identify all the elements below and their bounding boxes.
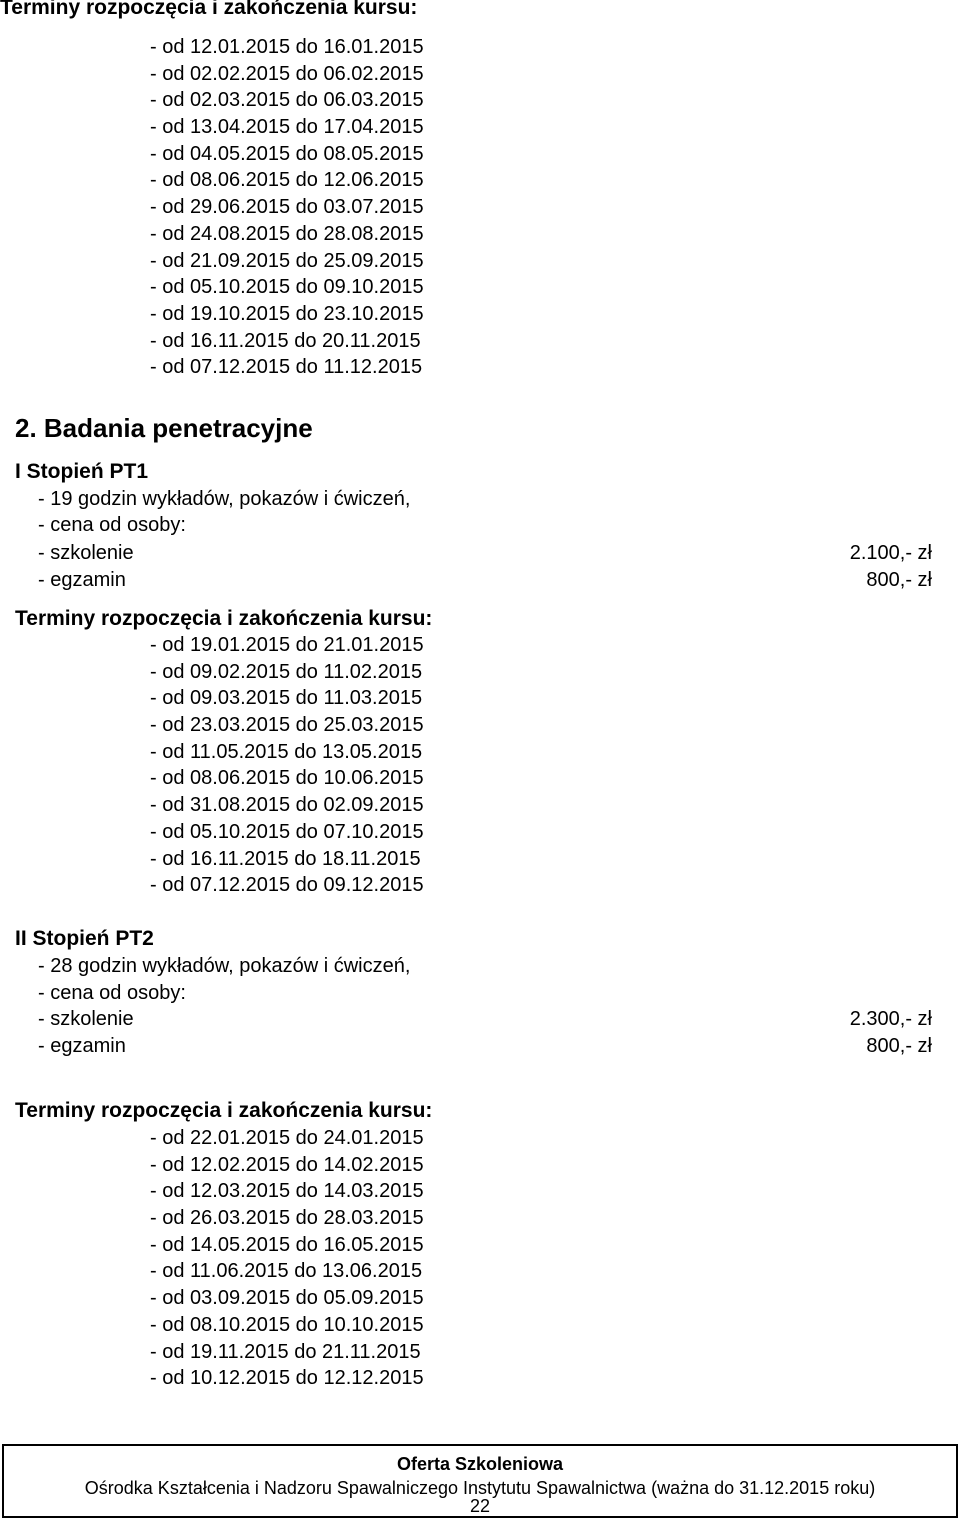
date-range-item: - od 13.04.2015 do 17.04.2015: [150, 116, 424, 139]
date-range-item: - od 12.03.2015 do 14.03.2015: [150, 1180, 424, 1203]
section-title: 2. Badania penetracyjne: [15, 413, 313, 443]
date-range-item: - od 29.06.2015 do 03.07.2015: [150, 196, 424, 219]
date-list-top: [150, 34, 424, 381]
date-range-item: - od 04.05.2015 do 08.05.2015: [150, 142, 424, 165]
date-range-item: - od 08.10.2015 do 10.10.2015: [150, 1313, 424, 1336]
date-range-item: - od 21.09.2015 do 25.09.2015: [150, 249, 424, 272]
date-range-item: - od 09.02.2015 do 11.02.2015: [150, 660, 423, 683]
date-range-item: - od 31.08.2015 do 02.09.2015: [150, 794, 424, 817]
date-range-item: - od 09.03.2015 do 11.03.2015: [150, 687, 423, 710]
page-footer: [2, 1444, 958, 1518]
date-range-item: - od 02.03.2015 do 06.03.2015: [150, 89, 424, 112]
date-range-item: - od 19.01.2015 do 21.01.2015: [150, 634, 424, 656]
date-range-item: - od 02.02.2015 do 06.02.2015: [150, 62, 424, 85]
date-range-item: - od 26.03.2015 do 28.03.2015: [150, 1207, 424, 1230]
pt1-title: I Stopień PT1: [15, 460, 149, 483]
pt2-exam-price: 800,- zł: [866, 1035, 932, 1057]
date-range-item: - od 07.12.2015 do 11.12.2015: [150, 356, 423, 379]
pt1-training-price: 2.100,- zł: [849, 542, 932, 564]
date-range-item: - od 11.06.2015 do 13.06.2015: [150, 1260, 423, 1283]
date-range-item: - od 22.01.2015 do 24.01.2015: [150, 1127, 424, 1149]
pt2-hours: - 28 godzin wykładów, pokazów i ćwiczeń,: [38, 955, 411, 977]
pt1-terms-heading: Terminy rozpoczęcia i zakończenia kursu:: [15, 607, 433, 630]
date-range-item: - od 19.11.2015 do 21.11.2015: [150, 1340, 421, 1363]
date-range-item: - od 12.01.2015 do 16.01.2015: [150, 36, 424, 58]
pt2-training-label: - szkolenie: [38, 1008, 134, 1030]
date-range-item: - od 03.09.2015 do 05.09.2015: [150, 1287, 424, 1310]
pt1-exam-label: - egzamin: [38, 569, 126, 591]
date-range-item: - od 05.10.2015 do 07.10.2015: [150, 820, 424, 843]
date-range-item: - od 07.12.2015 do 09.12.2015: [150, 874, 424, 897]
pt2-price-label: - cena od osoby:: [38, 982, 186, 1004]
date-range-item: - od 08.06.2015 do 10.06.2015: [150, 767, 424, 790]
date-range-item: - od 11.05.2015 do 13.05.2015: [150, 740, 423, 763]
footer-title: Oferta Szkoleniowa: [396, 1454, 564, 1474]
pt1-training-label: - szkolenie: [38, 542, 134, 564]
date-range-item: - od 12.02.2015 do 14.02.2015: [150, 1153, 424, 1176]
pt1-price-label: - cena od osoby:: [38, 514, 186, 536]
date-range-item: - od 24.08.2015 do 28.08.2015: [150, 222, 424, 245]
date-range-item: - od 19.10.2015 do 23.10.2015: [150, 302, 424, 325]
footer-description: Ośrodka Kształcenia i Nadzoru Spawalniczego Instytutu Spawalnictwa (ważna do 31.12.2015 roku): [84, 1478, 876, 1498]
pt1-exam-price: 800,- zł: [866, 569, 932, 591]
pt2-terms-heading: Terminy rozpoczęcia i zakończenia kursu:: [15, 1099, 433, 1122]
date-range-item: - od 08.06.2015 do 12.06.2015: [150, 169, 424, 192]
date-range-item: - od 16.11.2015 do 18.11.2015: [150, 847, 421, 870]
pt2-training-price: 2.300,- zł: [849, 1008, 932, 1030]
terms-heading-top: Terminy rozpoczęcia i zakończenia kursu:: [0, 0, 418, 19]
pt2-exam-label: - egzamin: [38, 1035, 126, 1057]
pt2-date-list: [150, 1125, 424, 1392]
date-range-item: - od 23.03.2015 do 25.03.2015: [150, 714, 424, 737]
pt1-hours: - 19 godzin wykładów, pokazów i ćwiczeń,: [38, 488, 411, 510]
date-range-item: - od 14.05.2015 do 16.05.2015: [150, 1233, 424, 1256]
page-number: 22: [469, 1496, 491, 1516]
date-range-item: - od 16.11.2015 do 20.11.2015: [150, 329, 421, 352]
pt2-title: II Stopień PT2: [15, 927, 154, 950]
date-range-item: - od 10.12.2015 do 12.12.2015: [150, 1367, 424, 1390]
pt1-date-list: [150, 632, 424, 899]
date-range-item: - od 05.10.2015 do 09.10.2015: [150, 276, 424, 299]
